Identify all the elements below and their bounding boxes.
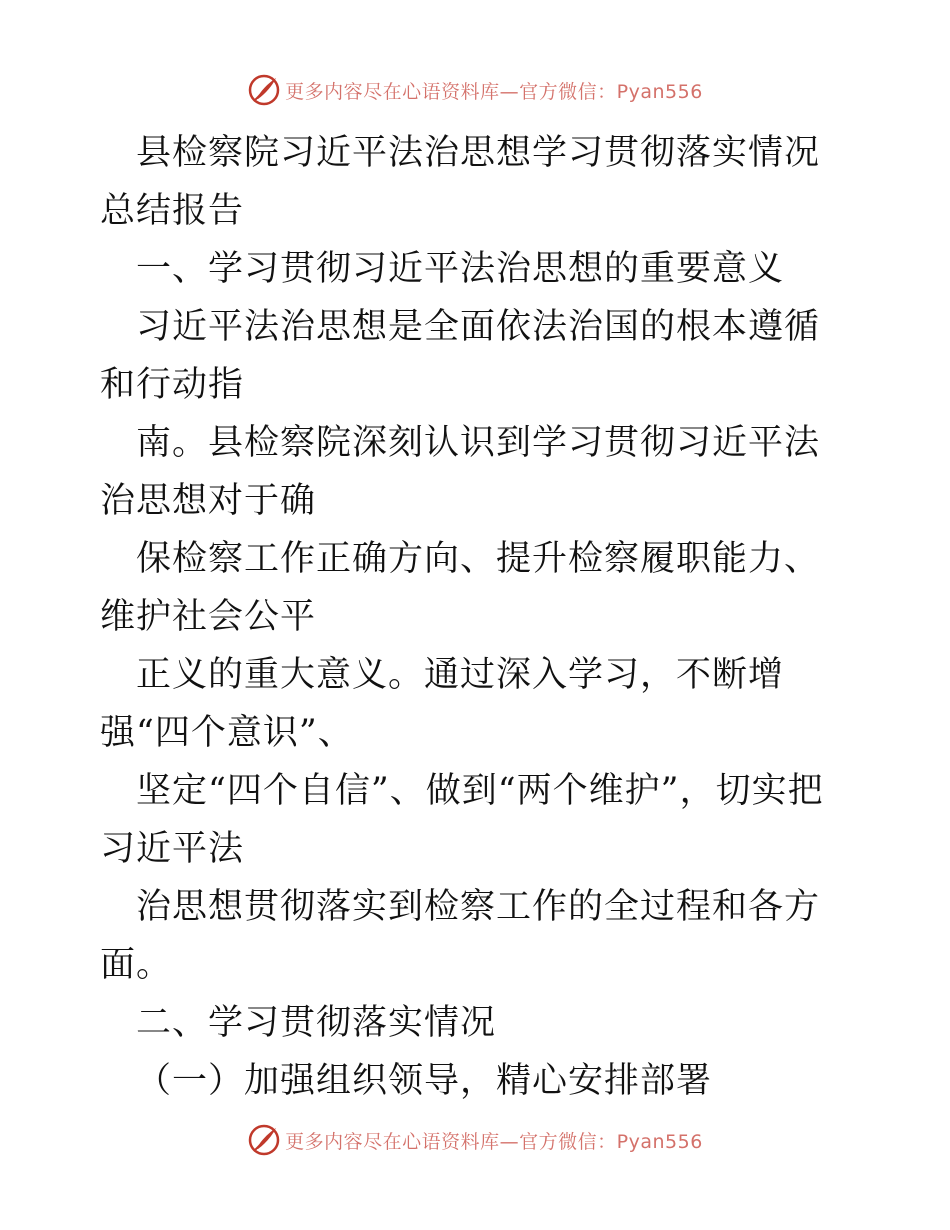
- feather-quill-logo-icon: [247, 1123, 281, 1157]
- watermark-text: 更多内容尽在心语资料库—官方微信：Pyan556: [285, 80, 703, 103]
- subsection-heading-1: （一）加强组织领导，精心安排部署: [136, 1061, 713, 1101]
- watermark-text: 更多内容尽在心语资料库—官方微信：Pyan556: [285, 1130, 703, 1153]
- body-paragraph-3: 保检察工作正确方向、提升检察履职能力、维护社会公平: [100, 539, 821, 637]
- feather-quill-logo-icon: [247, 73, 281, 107]
- document-title: 县检察院习近平法治思想学习贯彻落实情况总结报告: [100, 133, 821, 231]
- body-paragraph-6: 治思想贯彻落实到检察工作的全过程和各方面。: [100, 887, 821, 985]
- body-paragraph-2: 南。县检察院深刻认识到学习贯彻习近平法治思想对于确: [100, 423, 821, 521]
- footer-watermark: [0, 1120, 950, 1160]
- body-paragraph-4: 正义的重大意义。通过深入学习，不断增强“四个意识”、: [100, 655, 785, 753]
- document-body: [100, 124, 852, 1110]
- body-paragraph-1: 习近平法治思想是全面依法治国的根本遵循和行动指: [100, 307, 821, 405]
- header-watermark: [0, 70, 950, 110]
- section-heading-2: 二、学习贯彻落实情况: [136, 1003, 497, 1043]
- section-heading-1: 一、学习贯彻习近平法治思想的重要意义: [136, 249, 785, 289]
- body-paragraph-5: 坚定“四个自信”、做到“两个维护”，切实把习近平法: [100, 771, 824, 869]
